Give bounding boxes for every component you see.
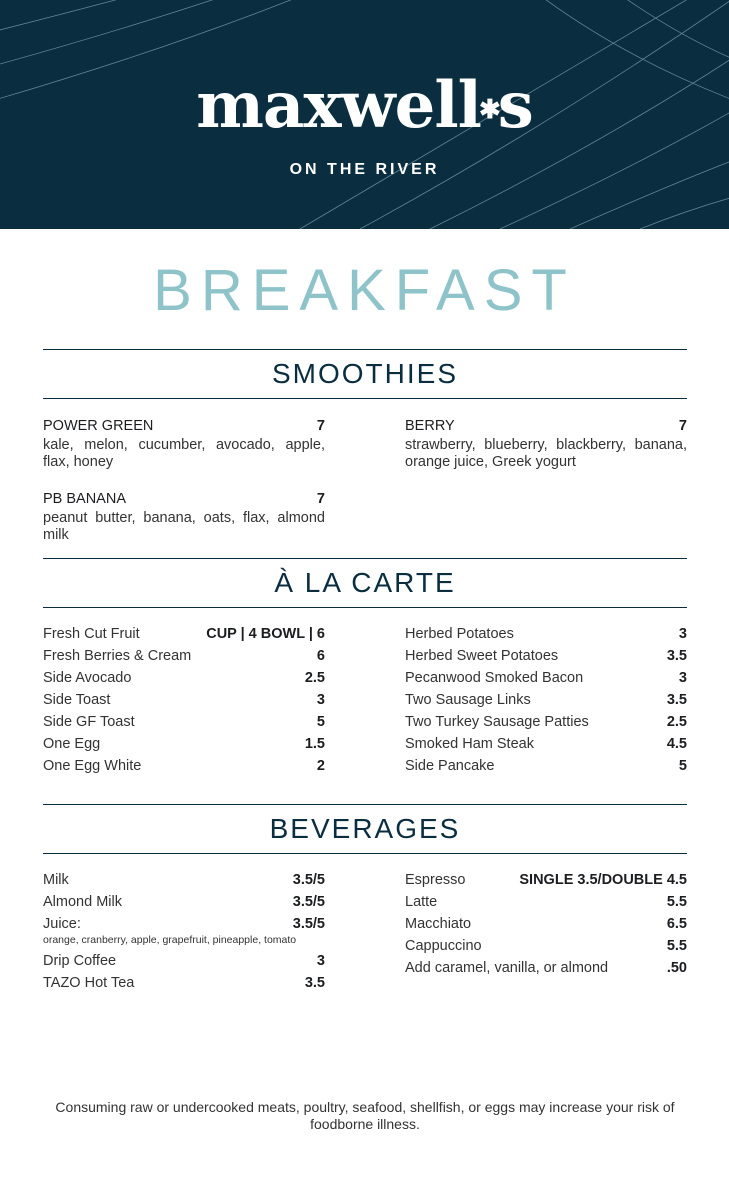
item-price: 4.5 (666, 736, 687, 752)
item-name: Milk (43, 872, 69, 888)
item-description: strawberry, blueberry, blackberry, banana, orange juice, Greek yogurt (405, 437, 687, 470)
item-price: 3.5 (666, 648, 687, 664)
menu-item (405, 415, 687, 471)
item-name: Almond Milk (43, 894, 122, 910)
item-price: .50 (666, 960, 687, 976)
item-price: 3.5/5 (292, 872, 325, 888)
item-price: 3 (316, 692, 325, 708)
header-banner (0, 0, 729, 229)
menu-item (405, 913, 687, 935)
item-name: Drip Coffee (43, 953, 117, 969)
item-name: Macchiato (405, 916, 472, 932)
item-price: SINGLE 3.5/DOUBLE 4.5 (519, 872, 687, 888)
item-price: 7 (316, 491, 325, 507)
item-name: Herbed Potatoes (405, 626, 514, 642)
menu-item (43, 891, 325, 913)
item-name: Espresso (405, 872, 466, 888)
menu-item (43, 755, 325, 777)
item-price: CUP | 4 BOWL | 6 (206, 626, 325, 642)
menu-title: BREAKFAST (153, 258, 576, 323)
item-name: Fresh Berries & Cream (43, 648, 192, 664)
menu-item (43, 972, 325, 994)
menu-item (43, 913, 325, 935)
item-name: Herbed Sweet Potatoes (405, 648, 559, 664)
item-name: One Egg (43, 736, 101, 752)
item-name: Add caramel, vanilla, or almond (405, 960, 609, 976)
section-heading-beverages: BEVERAGES (43, 804, 687, 854)
item-price: 1.5 (304, 736, 325, 752)
item-name: Side Pancake (405, 758, 495, 774)
item-name: POWER GREEN (43, 418, 154, 434)
item-price: 6 (316, 648, 325, 664)
item-name: Juice: (43, 916, 81, 932)
food-safety-disclaimer: Consuming raw or undercooked meats, poultry, seafood, shellfish, or eggs may increase your risk of foodborne illness. (55, 1099, 675, 1132)
item-price: 5 (678, 758, 687, 774)
restaurant-logo: maxwell✱s (196, 68, 533, 143)
item-name: Side GF Toast (43, 714, 135, 730)
menu-item (405, 869, 687, 891)
item-name: PB BANANA (43, 491, 126, 507)
a-la-carte-right-column (405, 623, 687, 777)
menu-item (43, 415, 325, 471)
menu-item (43, 733, 325, 755)
item-price: 3 (316, 953, 325, 969)
item-name: Two Turkey Sausage Patties (405, 714, 589, 730)
item-name: Two Sausage Links (405, 692, 531, 708)
item-name: Latte (405, 894, 438, 910)
star-icon: ✱ (478, 95, 500, 125)
item-name: BERRY (405, 418, 455, 434)
item-price: 2 (316, 758, 325, 774)
item-price: 3.5/5 (292, 916, 325, 932)
menu-item (405, 645, 687, 667)
section-heading-a-la-carte: À LA CARTE (43, 558, 687, 608)
menu-item (43, 689, 325, 711)
item-price: 3.5/5 (292, 894, 325, 910)
menu-item (43, 950, 325, 972)
item-name: Side Avocado (43, 670, 132, 686)
item-name: Cappuccino (405, 938, 482, 954)
a-la-carte-left-column (43, 623, 325, 777)
item-price: 3 (678, 670, 687, 686)
item-price: 3.5 (304, 975, 325, 991)
item-name: Side Toast (43, 692, 111, 708)
item-price: 7 (678, 418, 687, 434)
menu-item (43, 869, 325, 891)
item-price: 5.5 (666, 938, 687, 954)
menu-item (405, 957, 687, 979)
smoothies-right-column (405, 415, 687, 488)
item-price: 7 (316, 418, 325, 434)
menu-item (405, 689, 687, 711)
item-price: 3 (678, 626, 687, 642)
menu-item (405, 733, 687, 755)
menu-item (405, 755, 687, 777)
item-price: 2.5 (304, 670, 325, 686)
item-price: 5.5 (666, 894, 687, 910)
item-price: 2.5 (666, 714, 687, 730)
beverages-left-column (43, 869, 325, 994)
menu-item (405, 891, 687, 913)
menu-item (43, 623, 325, 645)
item-name: One Egg White (43, 758, 142, 774)
logo-tagline: ON THE RIVER (289, 161, 440, 178)
item-name: Fresh Cut Fruit (43, 626, 140, 642)
item-price: 3.5 (666, 692, 687, 708)
menu-item (405, 711, 687, 733)
item-name: Smoked Ham Steak (405, 736, 534, 752)
item-price: 5 (316, 714, 325, 730)
item-description: peanut butter, banana, oats, flax, almond milk (43, 510, 325, 543)
item-name: TAZO Hot Tea (43, 975, 135, 991)
menu-item (43, 488, 325, 544)
menu-item (405, 623, 687, 645)
menu-item (43, 645, 325, 667)
menu-item (405, 935, 687, 957)
item-description: orange, cranberry, apple, grapefruit, pineapple, tomato (43, 934, 297, 946)
item-description: kale, melon, cucumber, avocado, apple, flax, honey (43, 437, 325, 470)
section-heading-smoothies: SMOOTHIES (43, 349, 687, 399)
beverages-right-column (405, 869, 687, 979)
menu-item (43, 667, 325, 689)
smoothies-left-column (43, 415, 325, 561)
item-name: Pecanwood Smoked Bacon (405, 670, 584, 686)
item-price: 6.5 (666, 916, 687, 932)
menu-item (405, 667, 687, 689)
menu-item (43, 711, 325, 733)
